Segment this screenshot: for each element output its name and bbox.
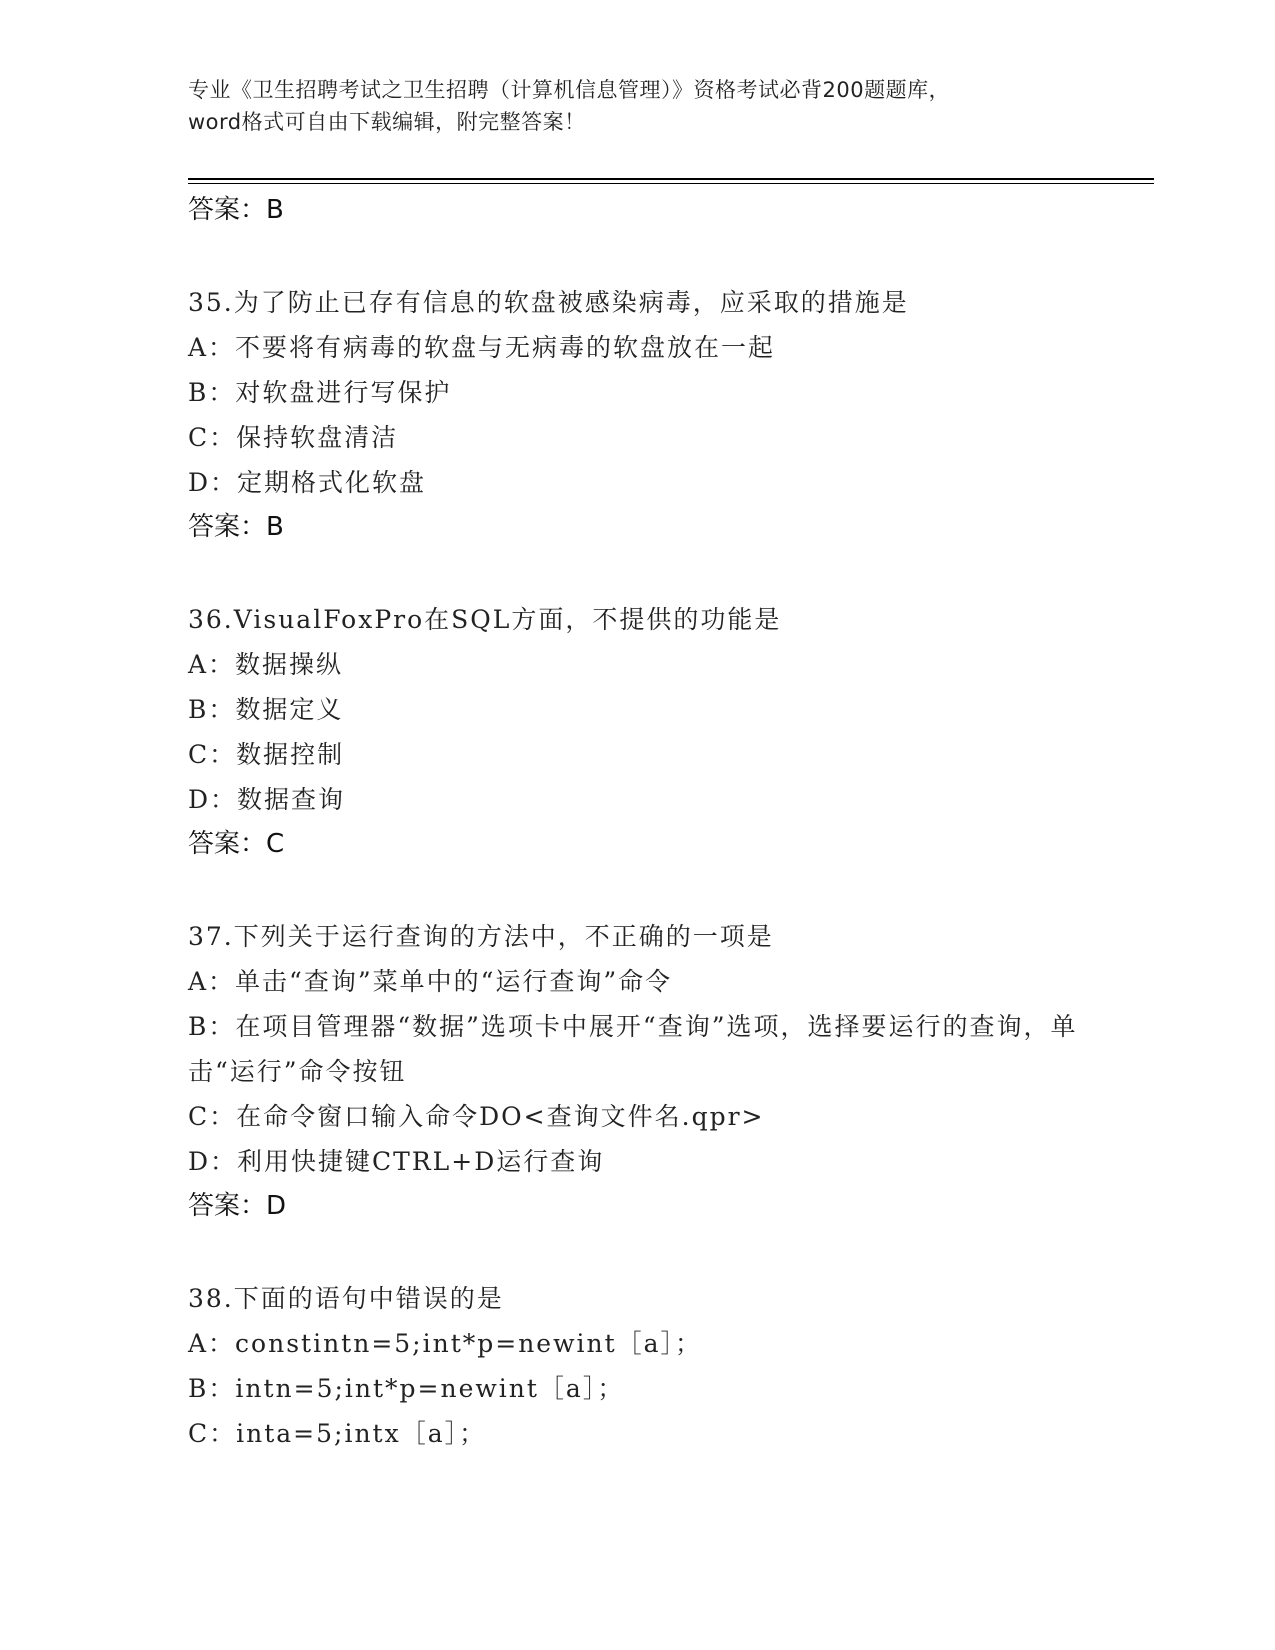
- question-text: 36.VisualFoxPro在SQL方面，不提供的功能是: [188, 605, 782, 634]
- option-c: C：保持软盘清洁: [188, 423, 399, 452]
- header-line-1: 专业《卫生招聘考试之卫生招聘（计算机信息管理）》资格考试必背200题题库，: [188, 78, 951, 102]
- option-c: C：数据控制: [188, 740, 345, 769]
- option-a: A：不要将有病毒的软盘与无病毒的软盘放在一起: [188, 333, 776, 362]
- option-b: B：对软盘进行写保护: [188, 378, 452, 407]
- header-rule-thin: [188, 183, 1154, 184]
- document-header: [188, 74, 1088, 138]
- option-c: C：在命令窗口输入命令DO<查询文件名.qpr>: [188, 1102, 765, 1131]
- option-c: C：inta=5;intx［a］；: [188, 1419, 487, 1448]
- option-a: A：数据操纵: [188, 650, 344, 679]
- option-a: A：constintn=5;int*p=newint［a］；: [188, 1329, 703, 1358]
- option-b: B：intn=5;int*p=newint［a］；: [188, 1374, 625, 1403]
- answer-label: 答案：D: [188, 1191, 287, 1221]
- header-line-2: word格式可自由下载编辑，附完整答案！: [188, 110, 586, 134]
- document-body: [188, 188, 1088, 1456]
- answer-label: 答案：B: [188, 512, 284, 542]
- question-text: 35.为了防止已存有信息的软盘被感染病毒，应采取的措施是: [188, 288, 909, 317]
- option-b: B：数据定义: [188, 695, 344, 724]
- answer-label: 答案：B: [188, 195, 284, 225]
- question-block: [188, 1276, 1088, 1456]
- option-a: A：单击“查询”菜单中的“运行查询”命令: [188, 967, 673, 996]
- option-d: D：数据查询: [188, 785, 346, 814]
- question-block: [188, 597, 1088, 867]
- option-b: B：在项目管理器“数据”选项卡中展开“查询”选项，选择要运行的查询，单击“运行”命令按钮: [188, 1012, 1078, 1086]
- header-rule-thick: [188, 178, 1154, 180]
- question-block: [188, 914, 1088, 1229]
- question-block: [188, 280, 1088, 550]
- option-d: D：定期格式化软盘: [188, 468, 427, 497]
- question-text: 37.下列关于运行查询的方法中，不正确的一项是: [188, 922, 774, 951]
- answer-label: 答案：C: [188, 829, 285, 859]
- option-d: D：利用快捷键CTRL+D运行查询: [188, 1147, 605, 1176]
- question-text: 38.下面的语句中错误的是: [188, 1284, 504, 1313]
